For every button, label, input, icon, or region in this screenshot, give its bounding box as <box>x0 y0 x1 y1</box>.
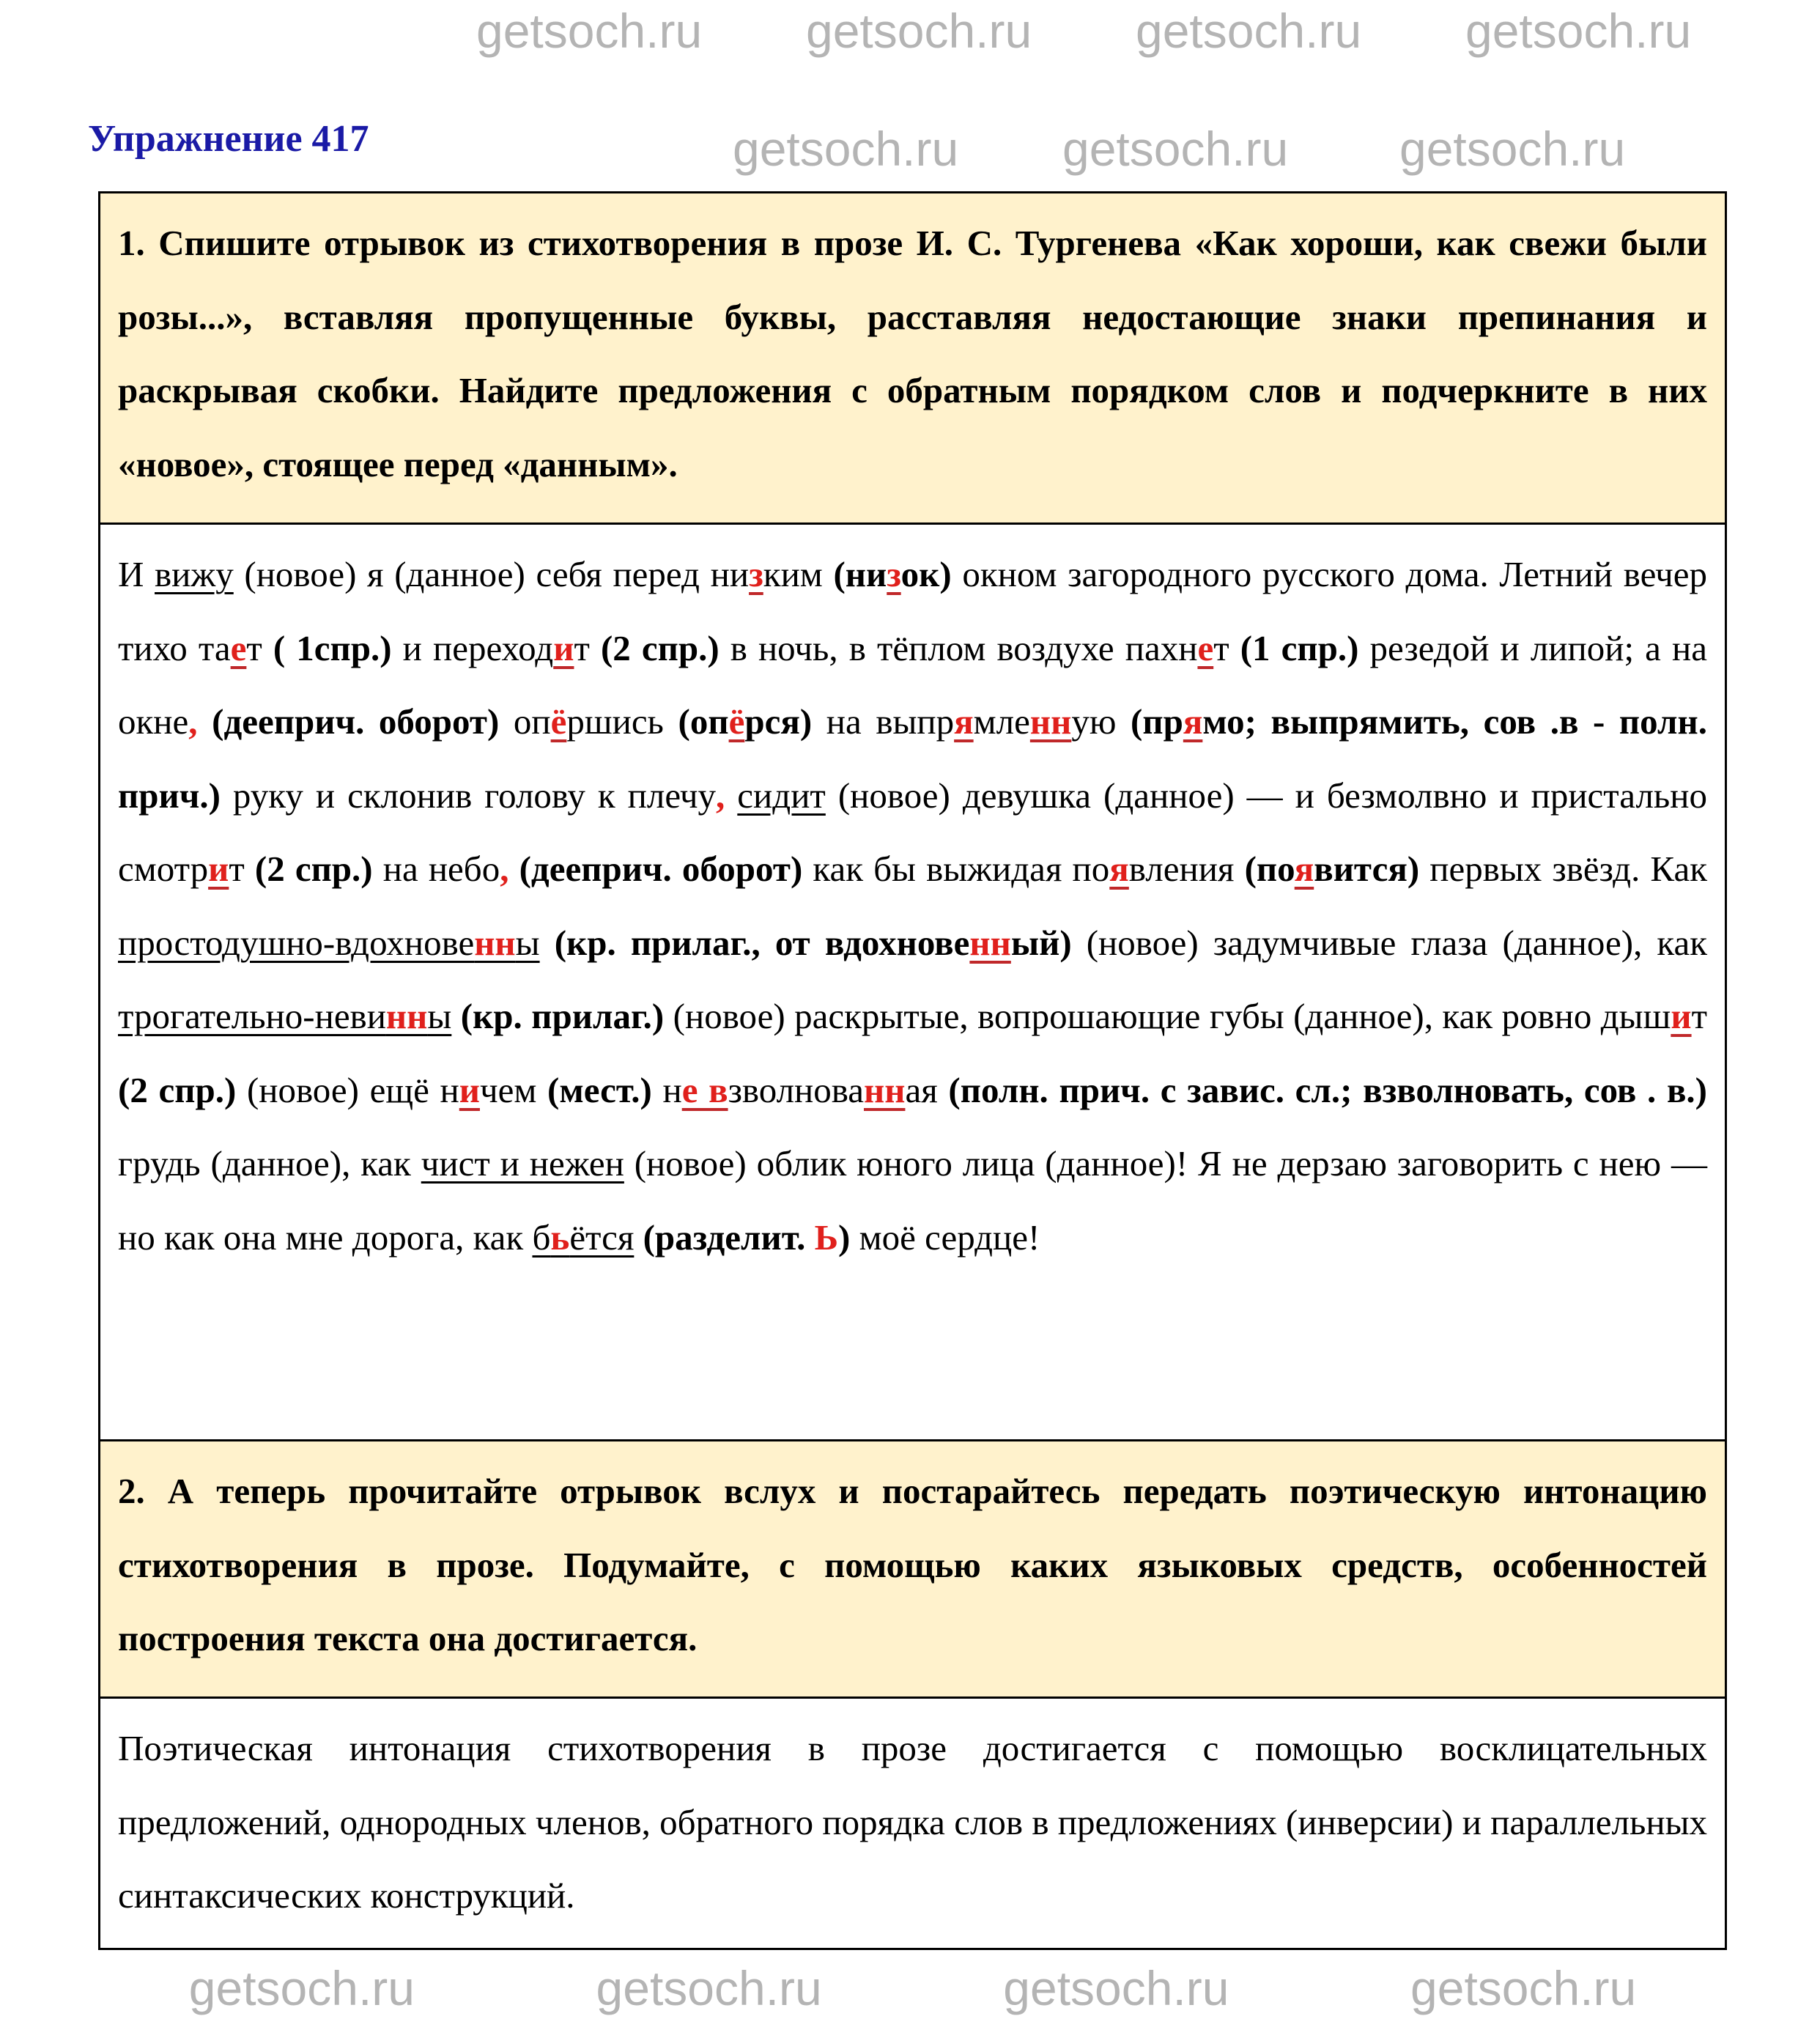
grammar-note: (2 спр.) <box>254 849 373 889</box>
grammar-note: (кр. прилаг., от вдохнове <box>554 922 970 963</box>
inserted-letter: я <box>1109 849 1129 889</box>
answer-text: мле <box>973 701 1030 742</box>
grammar-note: (пр <box>1131 701 1183 742</box>
answer-text: чем <box>479 1069 548 1110</box>
answer-text: (новое) задумчивые глаза (данное), как <box>1071 922 1708 963</box>
answer-text: ршись <box>566 701 678 742</box>
answer-text <box>725 775 737 816</box>
inserted-letter: з <box>749 554 763 594</box>
inserted-letter: я <box>954 701 974 742</box>
inserted-letter: з <box>887 554 901 594</box>
answer-text: И <box>118 554 155 594</box>
answer-text: т <box>246 627 273 668</box>
grammar-note: (ни <box>833 554 887 594</box>
inserted-letter-underlined: нн <box>385 996 428 1036</box>
answer-text: вления <box>1128 849 1245 889</box>
underlined-new: простодушно-вдохнове <box>118 922 475 963</box>
answer-text: (новое) девушка (данное) — и безмолвно и пристально смотр <box>118 775 1707 889</box>
underlined-new: ы <box>427 996 452 1036</box>
grammar-note: (2 спр.) <box>118 1069 237 1110</box>
answer-text: моё сердце! <box>850 1216 1040 1258</box>
answer-text <box>451 996 460 1036</box>
inserted-letter: е <box>1197 627 1214 668</box>
watermark: getsoch.ru <box>1062 122 1289 176</box>
grammar-note: (разделит. <box>643 1216 815 1258</box>
watermark: getsoch.ru <box>476 4 703 58</box>
inserted-letter: нн <box>969 922 1011 963</box>
inserted-letter-underlined: ь <box>550 1216 570 1258</box>
answer-text: т <box>574 627 601 668</box>
answer-text: окном загородного русского дома. Летний вечер тихо та <box>118 554 1707 668</box>
watermark: getsoch.ru <box>733 122 959 176</box>
answer-text: первых звёзд. Как <box>1419 849 1708 889</box>
answer-text: оп <box>499 701 551 742</box>
exercise-table <box>98 191 1727 1950</box>
grammar-note: (кр. прилаг.) <box>460 996 665 1036</box>
underlined-new: ы <box>515 922 540 963</box>
inserted-letter: е <box>230 627 247 668</box>
inserted-punctuation: , <box>500 849 509 889</box>
grammar-note: ( 1спр.) <box>273 627 392 668</box>
watermark: getsoch.ru <box>596 1960 822 2015</box>
underlined-new: трогательно-неви <box>118 996 386 1036</box>
inserted-punctuation: , <box>716 775 725 816</box>
answer-text: (новое) раскрытые, вопрошающие губы (данное), как ровно дыш <box>664 996 1671 1036</box>
inserted-punctuation: , <box>188 701 198 742</box>
inserted-letter: нн <box>1029 701 1072 742</box>
grammar-note: (мест.) <box>547 1069 652 1110</box>
grammar-note: (дееприч. оборот) <box>212 701 500 742</box>
inserted-letter: ё <box>550 701 567 742</box>
watermark: getsoch.ru <box>806 4 1032 58</box>
answer-text: на выпр <box>812 701 955 742</box>
answer-text: на небо <box>372 849 500 889</box>
answer-text: и переход <box>391 627 554 668</box>
grammar-note: (оп <box>678 701 729 742</box>
grammar-note: ый) <box>1010 922 1072 963</box>
answer-text <box>540 923 555 963</box>
grammar-note: (полн. прич. с завис. сл.; взволновать, сов . в.) <box>948 1069 1707 1110</box>
underlined-new: чист и нежен <box>421 1143 624 1184</box>
watermark: getsoch.ru <box>1136 4 1362 58</box>
inserted-letter: и <box>459 1069 480 1110</box>
underlined-new: ётся <box>569 1216 635 1258</box>
answer-text: ая <box>905 1069 949 1110</box>
answer-text: ую <box>1071 701 1131 742</box>
inserted-letter: и <box>553 627 574 668</box>
content-wrapper <box>98 191 1727 2026</box>
answer-text: ким <box>763 554 834 594</box>
inserted-letter: нн <box>864 1069 906 1110</box>
inserted-letter: я <box>1294 849 1314 889</box>
answer-text: т <box>1691 996 1707 1036</box>
inserted-punctuation: Ь <box>814 1216 839 1258</box>
answer-text: н <box>651 1069 682 1110</box>
answer-text: в ночь, в тёплом воздухе пахн <box>719 627 1198 668</box>
inserted-letter: я <box>1183 701 1203 742</box>
answer-text: т <box>1213 627 1240 668</box>
task-1-text: 1. Спишите отрывок из стихотворения в прозе И. С. Тургенева «Как хороши, как свежи были розы...», вставляя пропущенные буквы, расставляя недостающие знаки препинания и раскрывая скобки. Найдите предложения с обратным порядком слов и подчеркните в них «новое», стоящее перед «данным». <box>100 193 1725 523</box>
answer-text: как бы выжидая по <box>802 849 1110 889</box>
watermark: getsoch.ru <box>1410 1960 1637 2015</box>
grammar-note: мо; выпрямить, сов .в - полн. прич.) <box>118 701 1707 816</box>
watermark: getsoch.ru <box>188 1960 415 2015</box>
answer-text: резедой и липой; а на окне <box>118 627 1707 742</box>
answer-text <box>634 1217 643 1258</box>
answer-text: (новое) ещё н <box>236 1069 459 1110</box>
inserted-letter: и <box>208 849 229 889</box>
grammar-note: (по <box>1244 849 1295 889</box>
grammar-note: (2 спр.) <box>600 627 720 668</box>
underlined-new: вижу <box>155 554 234 594</box>
answer-text: т <box>229 849 255 889</box>
answer-1-text <box>100 523 1725 1439</box>
grammar-note: (1 спр.) <box>1240 627 1359 668</box>
watermark: getsoch.ru <box>1399 122 1626 176</box>
answer-text: (новое) облик юного лица (данное)! Я не дерзаю заговорить с нею — но как она мне дорога, как <box>118 1143 1707 1258</box>
underlined-new: сидит <box>737 775 826 816</box>
watermark: getsoch.ru <box>1465 4 1692 58</box>
underlined-new: б <box>532 1216 551 1258</box>
inserted-letter: ё <box>728 701 745 742</box>
answer-text: зволнова <box>728 1069 864 1110</box>
answer-2-text: Поэтическая интонация стихотворения в прозе достигается с помощью восклицательных предложений, однородных членов, обратного порядка слов в предложениях (инверсии) и параллельных синтаксических конструкций. <box>100 1696 1725 1948</box>
answer-text <box>198 701 212 742</box>
grammar-note: ок) <box>900 554 952 594</box>
task-2-text: 2. А теперь прочитайте отрывок вслух и постарайтесь передать поэтическую интонацию стихотворения в прозе. Подумайте, с помощью каких языковых средств, особенностей построения текста она достигается. <box>100 1439 1725 1696</box>
answer-text: (новое) я (данное) себя перед ни <box>233 554 750 594</box>
grammar-note: (дееприч. оборот) <box>519 849 803 889</box>
grammar-note: рся) <box>744 701 813 742</box>
answer-text: грудь (данное), как <box>118 1143 421 1184</box>
exercise-title: Упражнение 417 <box>88 118 369 160</box>
footer-watermarks <box>98 1950 1727 2026</box>
grammar-note: вится) <box>1314 849 1420 889</box>
answer-text: руку и склонив голову к плечу <box>220 775 717 816</box>
inserted-letter: и <box>1671 996 1692 1036</box>
grammar-note: ) <box>838 1216 851 1258</box>
answer-text <box>508 849 519 889</box>
watermark: getsoch.ru <box>1003 1960 1229 2015</box>
inserted-letter-underlined: нн <box>474 922 516 963</box>
inserted-letter: е в <box>681 1069 728 1110</box>
